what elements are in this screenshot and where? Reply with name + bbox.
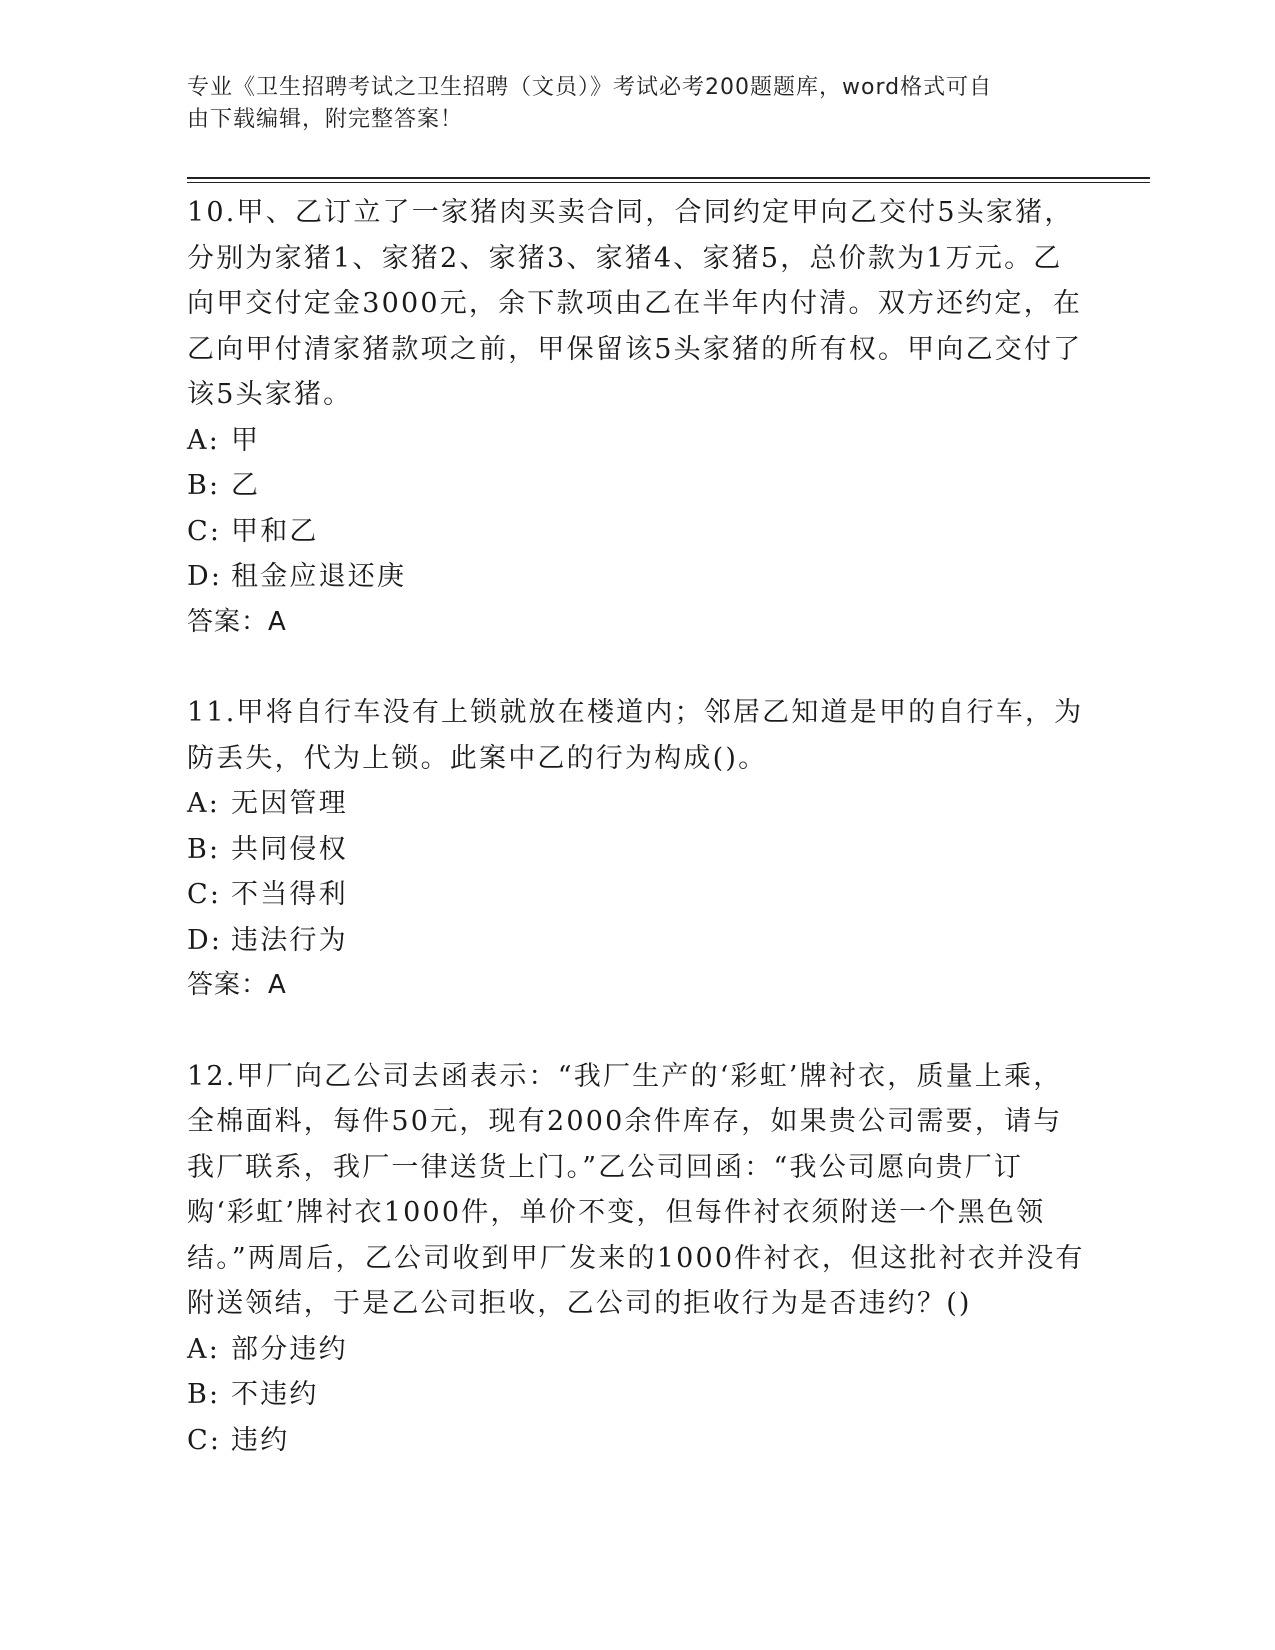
option-key: D: (187, 561, 223, 592)
option-text: 违法行为 (231, 924, 348, 956)
option-d (187, 918, 1087, 964)
option-key: A: (187, 788, 220, 819)
question-10 (187, 190, 1087, 645)
option-c (187, 509, 1087, 555)
option-c (187, 1418, 1087, 1464)
option-a (187, 1327, 1087, 1373)
option-d (187, 554, 1087, 600)
option-a (187, 418, 1087, 464)
option-text: 共同侵权 (231, 833, 348, 865)
option-text: 甲 (231, 424, 261, 456)
option-key: C: (187, 879, 222, 910)
option-text: 不当得利 (231, 879, 348, 910)
option-a (187, 781, 1087, 827)
answer-line: 答案：A (187, 970, 287, 1000)
option-text: 租金应退还庚 (231, 561, 407, 592)
header-line-1: 专业《卫生招聘考试之卫生招聘（文员）》考试必考200题题库，word格式可自 (187, 75, 993, 100)
option-c (187, 872, 1087, 918)
question-list (187, 190, 1087, 1463)
option-key: D: (187, 924, 223, 956)
option-b (187, 1372, 1087, 1418)
answer-line: 答案：A (187, 606, 287, 637)
question-stem: 11.甲将自行车没有上锁就放在楼道内；邻居乙知道是甲的自行车，为防丢失，代为上锁。此案中乙的行为构成()。 (187, 697, 1084, 774)
header-rule-thick (187, 177, 1150, 179)
option-text: 甲和乙 (231, 515, 319, 547)
option-text: 乙 (231, 470, 261, 501)
question-11 (187, 690, 1087, 1009)
header-line-2: 由下载编辑，附完整答案！ (187, 107, 464, 132)
option-key: B: (187, 470, 221, 501)
option-text: 部分违约 (231, 1333, 348, 1365)
option-b (187, 827, 1087, 873)
option-key: A: (187, 424, 220, 456)
option-key: B: (187, 833, 221, 865)
option-key: C: (187, 515, 222, 547)
option-text: 不违约 (231, 1379, 319, 1410)
option-key: A: (187, 1333, 220, 1365)
header-rule-thin (187, 182, 1150, 183)
question-spacer (187, 645, 1087, 690)
option-text: 违约 (231, 1424, 290, 1456)
question-12 (187, 1054, 1087, 1464)
option-text: 无因管理 (231, 788, 348, 819)
question-stem: 12.甲厂向乙公司去函表示：“我厂生产的‘彩虹’牌衬衣，质量上乘，全棉面料，每件50元，现有2000余件库存，如果贵公司需要，请与我厂联系，我厂一律送货上门。”乙公司回函：“我公司愿向贵厂订购‘彩虹’牌衬衣1000件，单价不变，但每件衬衣须附送一个黑色领结。”两周后，乙公司收到甲厂发来的1000件衬衣，但这批衬衣并没有附送领结，于是乙公司拒收，乙公司的拒收行为是否违约？() (187, 1060, 1085, 1319)
document-header (187, 72, 1067, 136)
option-key: B: (187, 1379, 221, 1410)
question-stem: 10.甲、乙订立了一家猪肉买卖合同，合同约定甲向乙交付5头家猪，分别为家猪1、家猪2、家猪3、家猪4、家猪5，总价款为1万元。乙向甲交付定金3000元，余下款项由乙在半年内付清。双方还约定，在乙向甲付清家猪款项之前，甲保留该5头家猪的所有权。甲向乙交付了该5头家猪。 (187, 197, 1083, 410)
question-spacer (187, 1009, 1087, 1054)
option-key: C: (187, 1424, 222, 1456)
option-b (187, 463, 1087, 509)
